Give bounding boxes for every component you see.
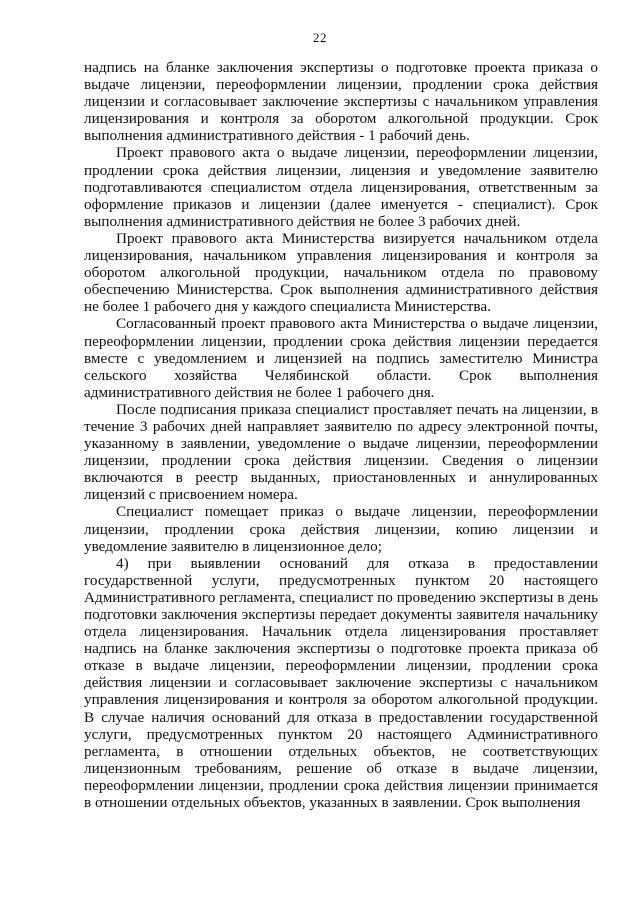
body-text: [84, 59, 598, 811]
paragraph-continuation: надпись на бланке заключения экспертизы о подготовке проекта приказа о выдаче лицензии, переоформлении лицензии, продлении срока действия лицензии и согласовывает заключение экспертизы с начальником управления лицензирования и контроля за оборотом алкогольной продукции. Срок выполнения административного действия - 1 рабочий день.: [84, 59, 598, 145]
paragraph-project-preparation: Проект правового акта о выдаче лицензии, переоформлении лицензии, продлении срока действия лицензии, лицензия и уведомление заявителю подготавливаются специалистом отдела лицензирования, ответственным за оформление приказов и лицензии (далее именуется - специалист). Срок выполнения административного действия не более 3 рабочих дней.: [84, 144, 598, 230]
paragraph-after-signing: После подписания приказа специалист проставляет печать на лицензии, в течение 3 рабочих дней направляет заявителю по адресу электронной почты, указанному в заявлении, уведомление о выдаче лицензии, переоформлении лицензии, продлении срока действия лицензии. Сведения о лицензии включаются в реестр выданных, приостановленных и аннулированных лицензий с присвоением номера.: [84, 400, 598, 504]
paragraph-license-file: Специалист помещает приказ о выдаче лицензии, переоформлении лицензии, продлении срока действия лицензии, копию лицензии и уведомление заявителю в лицензионное дело;: [84, 503, 598, 555]
paragraph-item-4-refusal: 4) при выявлении оснований для отказа в предоставлении государственной услуги, предусмотренных пунктом 20 настоящего Административного регламента, специалист по проведению экспертизы в день подготовки заключения экспертизы передает документы заявителя начальнику отдела лицензирования. Начальник отдела лицензирования проставляет надпись на бланке заключения экспертизы о подготовке проекта приказа об отказе в выдаче лицензии, переоформлении лицензии, продлении срока действия лицензии и согласовывает заключение экспертизы с начальником управления лицензирования и контроля за оборотом алкогольной продукции. В случае наличия оснований для отказа в предоставлении государственной услуги, предусмотренных пунктом 20 настоящего Административного регламента, в отношении отдельных объектов, не соответствующих лицензионным требованиям, решение об отказе в выдаче лицензии, переоформлении лицензии, продлении срока действия лицензии принимается в отношении отдельных объектов, указанных в заявлении. Срок выполнения: [84, 554, 598, 812]
paragraph-signature: Согласованный проект правового акта Министерства о выдаче лицензии, переоформлении лицензии, продлении срока действия лицензии передается вместе с уведомлением и лицензией на подпись заместителю Министра сельского хозяйства Челябинской области. Срок выполнения административного действия не более 1 рабочего дня.: [84, 315, 598, 401]
paragraph-project-approval: Проект правового акта Министерства визируется начальником отдела лицензирования, начальником управления лицензирования и контроля за оборотом алкогольной продукции, начальником отдела по правовому обеспечению Министерства. Срок выполнения административного действия не более 1 рабочего дня у каждого специалиста Министерства.: [84, 229, 598, 316]
page-number: 22: [313, 30, 327, 45]
